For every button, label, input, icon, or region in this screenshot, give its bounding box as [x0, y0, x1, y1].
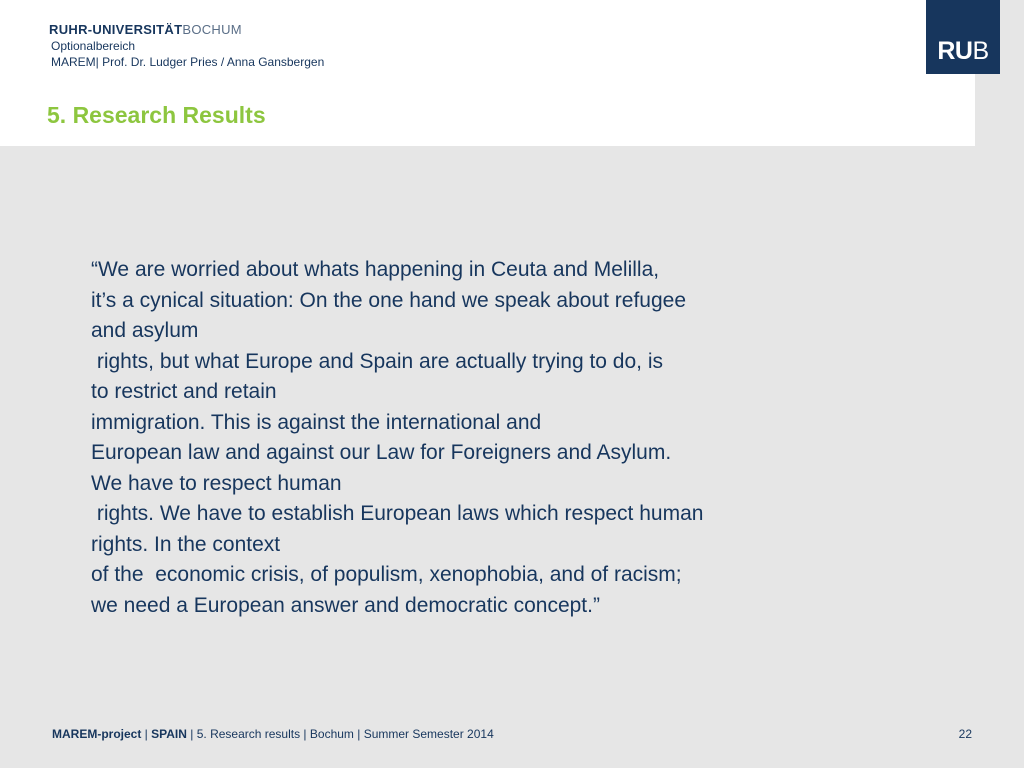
- university-name-bold: RUHR-UNIVERSITÄT: [49, 22, 183, 37]
- rub-logo-ru: RU: [937, 37, 973, 65]
- footer-details: | 5. Research results | Bochum | Summer Semester 2014: [186, 727, 494, 741]
- quote-line: we need a European answer and democratic concept.”: [91, 593, 600, 617]
- presenters-label: MAREM| Prof. Dr. Ludger Pries / Anna Gansbergen: [51, 55, 325, 69]
- quote-line: and asylum: [91, 319, 199, 342]
- quote-line: European law and against our Law for Foreigners and Asylum.: [91, 441, 672, 464]
- quote-line: it’s a cynical situation: On the one hand we speak about refugee: [91, 288, 687, 312]
- quote-line: to restrict and retain: [91, 380, 277, 403]
- department-label: Optionalbereich: [51, 39, 136, 53]
- footer-project: MAREM-project: [52, 727, 142, 741]
- footer-separator: |: [141, 727, 152, 741]
- university-name: [49, 22, 242, 37]
- quote-line: “We are worried about whats happening in Ceuta and Melilla,: [91, 258, 660, 281]
- quote-line: rights, but what Europe and Spain are actually trying to do, is: [91, 349, 663, 373]
- footer: [52, 727, 494, 741]
- quote-block: [91, 255, 811, 621]
- university-name-light: BOCHUM: [182, 22, 242, 37]
- page-number: 22: [958, 727, 972, 741]
- quote-line: of the economic crisis, of populism, xenophobia, and of racism;: [91, 563, 682, 586]
- header-panel: [0, 0, 975, 146]
- footer-country: SPAIN: [151, 727, 187, 741]
- quote-line: rights. We have to establish European laws which respect human: [91, 502, 704, 525]
- rub-logo: [926, 0, 1000, 74]
- rub-logo-text: [937, 37, 988, 66]
- rub-logo-b: B: [972, 37, 989, 65]
- quote-line: We have to respect human: [91, 471, 342, 495]
- quote-line: immigration. This is against the international and: [91, 410, 542, 434]
- quote-line: rights. In the context: [91, 532, 281, 556]
- slide-title: 5. Research Results: [47, 102, 266, 128]
